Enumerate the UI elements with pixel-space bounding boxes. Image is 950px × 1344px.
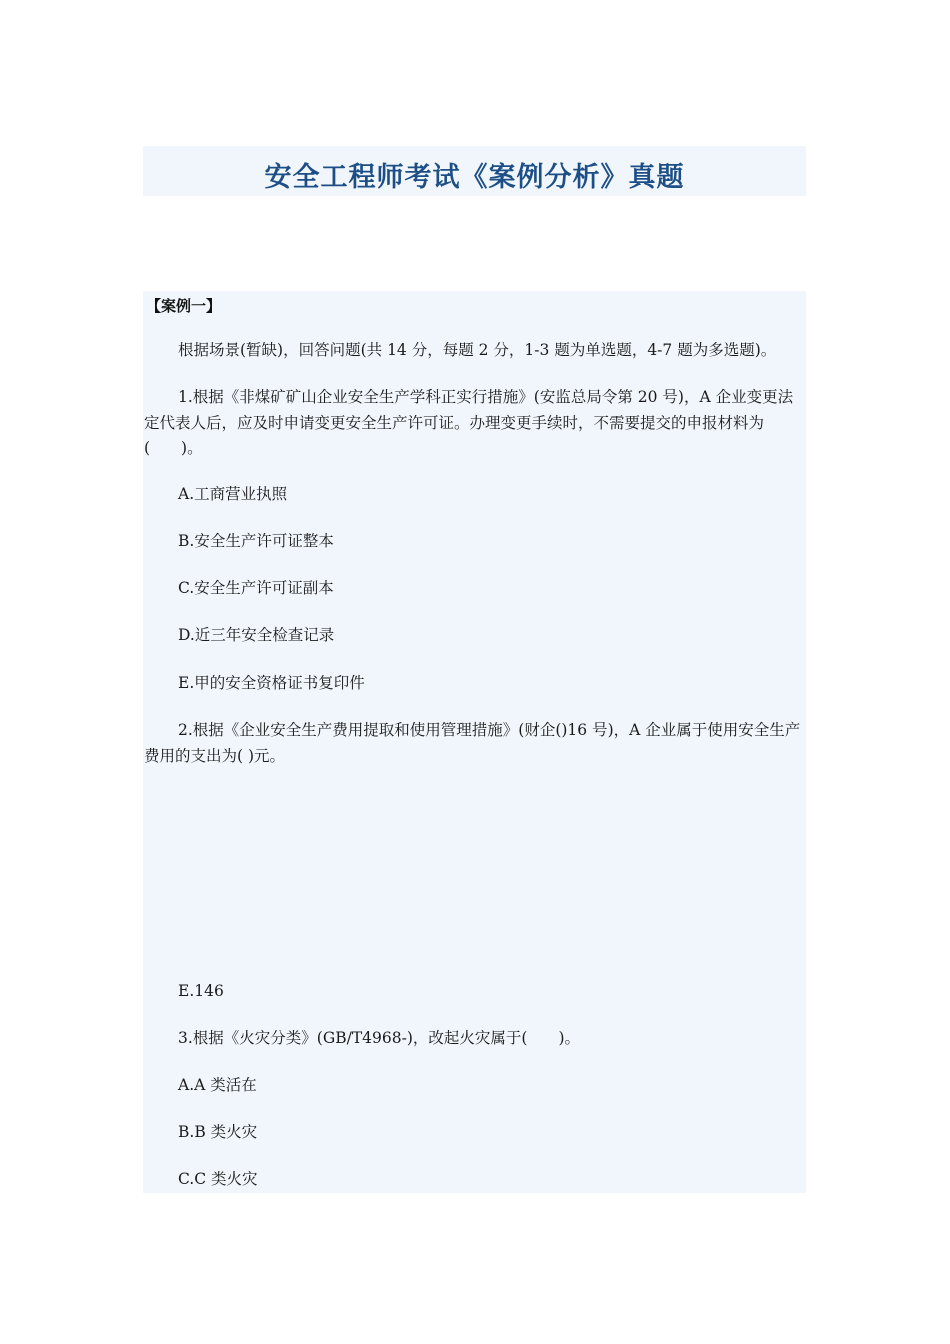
title-band bbox=[143, 146, 806, 196]
q3-option-c: C.C 类火灾 bbox=[178, 1170, 258, 1188]
q1-option-a: A.工商营业执照 bbox=[178, 485, 288, 503]
intro-paragraph: 根据场景(暂缺)，回答问题(共 14 分，每题 2 分，1-3 题为单选题，4-7 题为多选题)。 bbox=[178, 341, 777, 359]
question-3-stem: 3.根据《火灾分类》(GB/T4968-)，改起火灾属于( )。 bbox=[178, 1029, 580, 1047]
content-area bbox=[143, 291, 806, 1193]
question-1-stem: 1.根据《非煤矿矿山企业安全生产学科正实行措施》(安监总局令第 20 号)，A 企业变更法定代表人后，应及时申请变更安全生产许可证。办理变更手续时，不需要提交的申报材料为( )。 bbox=[144, 388, 794, 457]
page-title: 安全工程师考试《案例分析》真题 bbox=[264, 162, 685, 193]
case-heading: 【案例一】 bbox=[146, 297, 222, 315]
q3-option-a: A.A 类活在 bbox=[178, 1076, 257, 1094]
question-2-stem: 2.根据《企业安全生产费用提取和使用管理措施》(财企()16 号)，A 企业属于使用安全生产费用的支出为( )元。 bbox=[144, 721, 801, 765]
q3-option-b: B.B 类火灾 bbox=[178, 1123, 258, 1141]
q2-option-e: E.146 bbox=[178, 982, 224, 1000]
q1-option-c: C.安全生产许可证副本 bbox=[178, 579, 334, 597]
q1-option-d: D.近三年安全检查记录 bbox=[178, 626, 335, 644]
q1-option-b: B.安全生产许可证整本 bbox=[178, 532, 334, 550]
q1-option-e: E.甲的安全资格证书复印件 bbox=[178, 674, 365, 692]
